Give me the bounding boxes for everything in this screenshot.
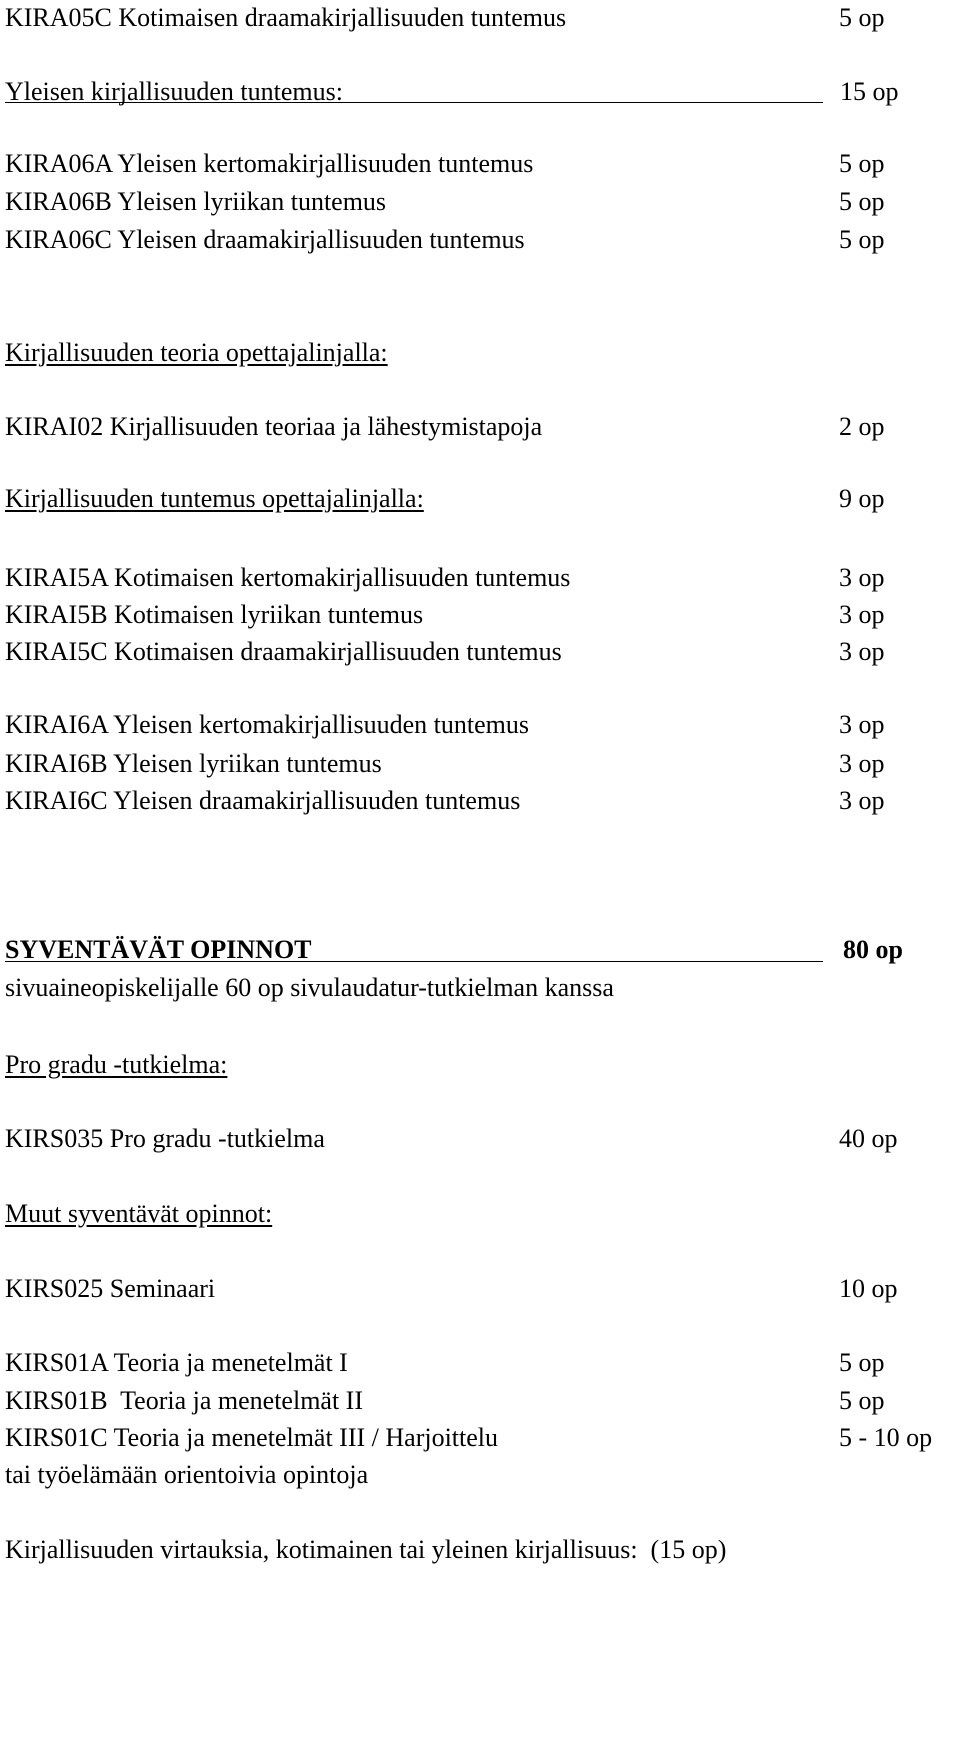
course-credits: 3 op [839,563,885,592]
course-row [5,2,955,34]
section-underline [5,102,823,103]
course-title: KIRA06B Yleisen lyriikan tuntemus [5,187,387,216]
course-title: KIRAI6C Yleisen draamakirjallisuuden tuntemus [5,786,521,815]
section-credits: 9 op [839,484,885,513]
section-header-teoria [5,337,955,369]
course-title: KIRAI02 Kirjallisuuden teoriaa ja lähestymistapoja [5,412,543,441]
course-credits: 3 op [839,600,885,629]
section-title: SYVENTÄVÄT OPINNOT [5,935,312,964]
course-credits: 5 op [839,1348,885,1377]
course-row [5,785,955,817]
section-title: Kirjallisuuden teoria opettajalinjalla: [5,338,388,367]
section-header-yleisen [5,76,955,108]
section-credits: 15 op [840,77,899,106]
course-credits: 5 - 10 op [839,1423,933,1452]
section-header-muut [5,1198,955,1230]
course-note: tai työelämään orientoivia opintoja [5,1460,369,1489]
course-title: KIRAI5B Kotimaisen lyriikan tuntemus [5,600,424,629]
course-row [5,1347,955,1379]
course-title: Kirjallisuuden virtauksia, kotimainen tai yleinen kirjallisuus: (15 op) [5,1535,727,1564]
course-row [5,1123,955,1155]
course-credits: 10 op [839,1274,898,1303]
course-row [5,186,955,218]
course-credits: 5 op [839,225,885,254]
course-row [5,562,955,594]
course-row [5,148,955,180]
course-credits: 5 op [839,149,885,178]
course-row [5,709,955,741]
course-row [5,411,955,443]
section-underline [5,961,823,962]
course-credits: 5 op [839,187,885,216]
course-row [5,1273,955,1305]
course-row [5,224,955,256]
course-title: KIRA05C Kotimaisen draamakirjallisuuden tuntemus [5,3,567,32]
course-title-continuation [5,1459,955,1491]
course-credits: 3 op [839,786,885,815]
course-title: KIRA06A Yleisen kertomakirjallisuuden tuntemus [5,149,534,178]
course-row [5,748,955,780]
section-title: Yleisen kirjallisuuden tuntemus: [5,77,343,106]
course-row [5,1422,955,1454]
section-title: Pro gradu -tutkielma: [5,1050,228,1079]
course-credits: 3 op [839,749,885,778]
course-credits: 3 op [839,710,885,739]
course-title: KIRS01A Teoria ja menetelmät I [5,1348,348,1377]
course-title: KIRS035 Pro gradu -tutkielma [5,1124,325,1153]
course-title: KIRAI5A Kotimaisen kertomakirjallisuuden tuntemus [5,563,571,592]
course-row [5,1385,955,1417]
section-header-tuntemus [5,483,955,515]
course-credits: 2 op [839,412,885,441]
course-title: KIRA06C Yleisen draamakirjallisuuden tuntemus [5,225,525,254]
course-title: KIRS01C Teoria ja menetelmät III / Harjoittelu [5,1423,499,1452]
course-row [5,636,955,668]
course-title: KIRAI5C Kotimaisen draamakirjallisuuden tuntemus [5,637,562,666]
course-title: KIRS025 Seminaari [5,1274,216,1303]
course-credits: 3 op [839,637,885,666]
course-credits: 5 op [839,1386,885,1415]
section-title: Muut syventävät opinnot: [5,1199,273,1228]
section-subtitle: sivuaineopiskelijalle 60 op sivulaudatur-tutkielman kanssa [5,973,614,1002]
section-header-progradu [5,1049,955,1081]
course-title: KIRAI6A Yleisen kertomakirjallisuuden tuntemus [5,710,529,739]
section-title: Kirjallisuuden tuntemus opettajalinjalla: [5,484,424,513]
course-row-virtauksia [5,1534,955,1566]
course-credits: 5 op [839,3,885,32]
section-credits: 80 op [843,935,903,964]
course-row [5,599,955,631]
course-credits: 40 op [839,1124,898,1153]
course-title: KIRAI6B Yleisen lyriikan tuntemus [5,749,382,778]
section-subtitle-row [5,972,955,1004]
course-title: KIRS01B Teoria ja menetelmät II [5,1386,363,1415]
